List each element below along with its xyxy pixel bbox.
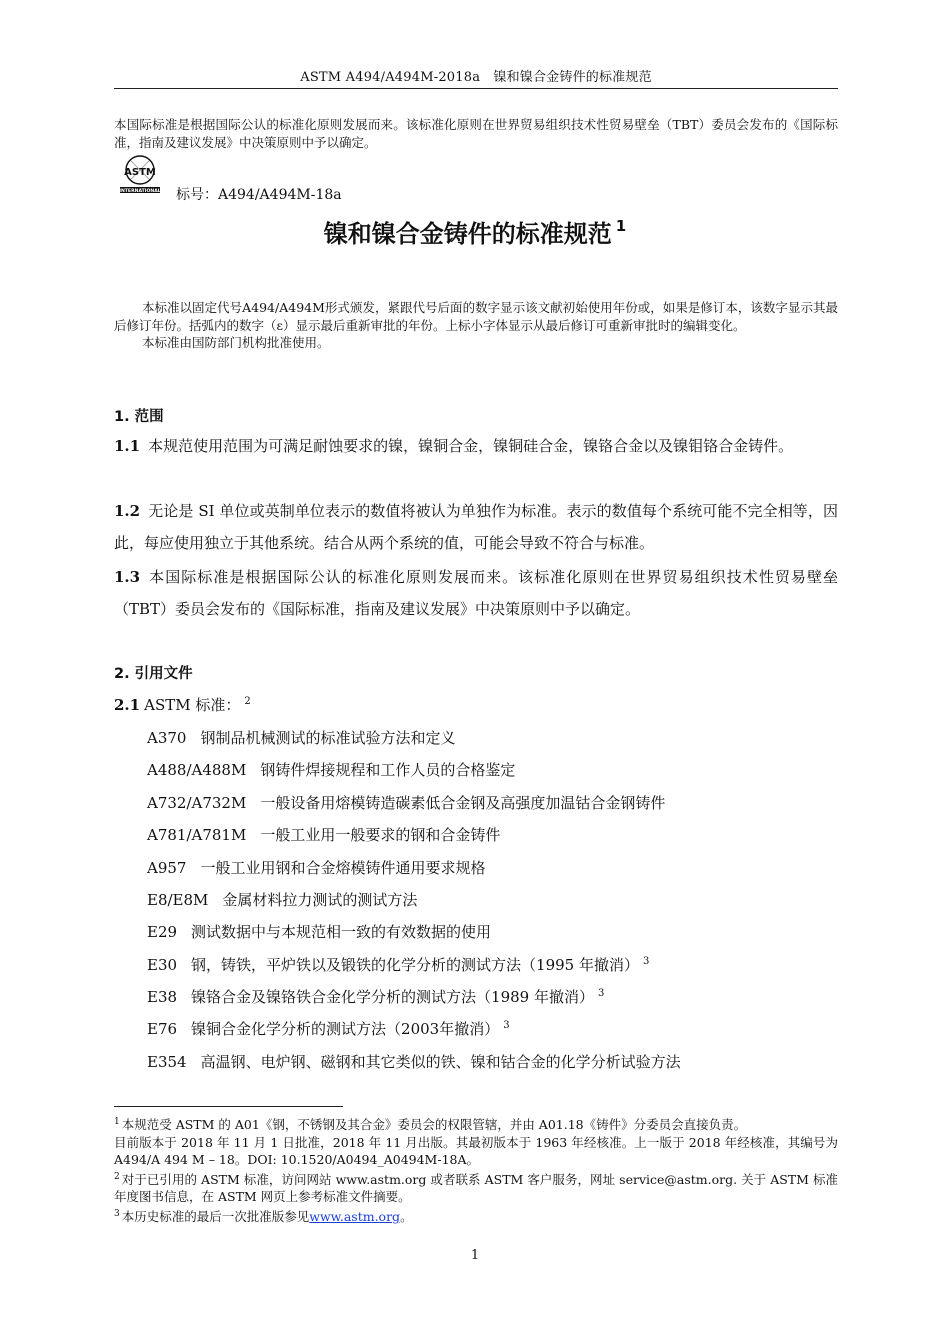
- clause-number: 1.1: [114, 437, 141, 455]
- reference-code: E38: [147, 988, 178, 1006]
- reference-code: E8/E8M: [147, 891, 209, 909]
- logo-text-international: INTERNATIONAL: [119, 189, 161, 194]
- footnote-mark: 3: [503, 1020, 510, 1031]
- reference-title: 测试数据中与本规范相一致的有效数据的使用: [191, 923, 492, 941]
- footnote-mark: 2: [114, 1171, 120, 1182]
- reference-title: 钢铸件焊接规程和工作人员的合格鉴定: [260, 761, 516, 779]
- footnote-end: 。: [400, 1208, 413, 1224]
- reference-code: A957: [147, 859, 187, 877]
- footnote-text: 对于已引用的 ASTM 标准，访问网站 www.astm.org 或者联系 ASTM 客户服务，网址 service@astm.org. 关于 ASTM 标准年度图书信息，在 ASTM 网页上参考标准文件摘要。: [114, 1171, 838, 1205]
- clause-text: 无论是 SI 单位或英制单位表示的数值将被认为单独作为标准。表示的数值每个系统可能不完全相等，因此，每应使用独立于其他系统。结合从两个系统的值，可能会导致不符合与标准。: [114, 502, 838, 552]
- footnote-2: [114, 1169, 838, 1206]
- footnote-mark: 3: [598, 988, 605, 999]
- reference-title: 钢制品机械测试的标准试验方法和定义: [200, 729, 456, 747]
- reference-title: 一般工业用钢和合金熔模铸件通用要求规格: [200, 859, 486, 877]
- reference-item: [147, 792, 665, 813]
- title-text: 镍和镍合金铸件的标准规范: [323, 220, 612, 248]
- preface-paragraph: 本标准由国防部门机构批准使用。: [142, 335, 330, 350]
- reference-code: E29: [147, 923, 178, 941]
- reference-code: E354: [147, 1053, 187, 1071]
- reference-code: E76: [147, 1020, 178, 1038]
- reference-item: [147, 727, 455, 748]
- clause-text: 本国际标准是根据国际公认的标准化原则发展而来。该标准化原则在世界贸易组织技术性贸易壁垒（TBT）委员会发布的《国际标准，指南及建议发展》中决策原则中予以确定。: [114, 568, 838, 618]
- footnote-1: [114, 1114, 838, 1134]
- reference-title: 钢，铸铁，平炉铁以及锻铁的化学分析的测试方法（1995 年撤消）: [191, 956, 639, 974]
- reference-item: [147, 986, 604, 1007]
- header-rule: [114, 88, 838, 89]
- reference-item: [147, 921, 491, 942]
- astm-international-logo-icon: [118, 154, 162, 196]
- clause-number: 1.2: [114, 502, 141, 520]
- preface-paragraph: 本标准以固定代号A494/A494M形式颁发，紧跟代号后面的数字显示该文献初始使用年份或，如果是修订本，该数字显示其最后修订年份。括弧内的数字（ε）显示最后重新审批的年份。上标小字体显示从最后修订可重新审批时的编辑变化。: [114, 300, 838, 333]
- reference-item: [147, 857, 485, 878]
- clause-text: 本规范使用范围为可满足耐蚀要求的镍，镍铜合金，镍铜硅合金，镍铬合金以及镍钼铬合金铸件。: [148, 437, 794, 455]
- reference-title: 金属材料拉力测试的测试方法: [222, 891, 418, 909]
- reference-item: [147, 954, 649, 975]
- footnote-1-continued: 目前版本于 2018 年 11 月 1 日批准，2018 年 11 月出版。其最初版本于 1963 年经核准。上一版于 2018 年经核准，其编号为 A494/A 494 M – 18。DOI: 10.1520/A0494_A0494M-18A。: [114, 1134, 838, 1168]
- reference-code: A781/A781M: [147, 826, 247, 844]
- footnote-mark: 2: [244, 696, 251, 707]
- section-heading-references: 2. 引用文件: [114, 666, 193, 682]
- reference-title: 镍铬合金及镍铬铁合金化学分析的测试方法（1989 年撤消）: [191, 988, 594, 1006]
- reference-item: [147, 759, 515, 780]
- footnote-mark: 1: [114, 1117, 120, 1127]
- running-header: ASTM A494/A494M-2018a 镍和镍合金铸件的标准规范: [300, 70, 652, 85]
- reference-title: 高温钢、电炉钢、磁钢和其它类似的铁、镍和钴合金的化学分析试验方法: [200, 1053, 681, 1071]
- reference-title: 一般设备用熔模铸造碳素低合金钢及高强度加温钴合金钢铸件: [260, 794, 666, 812]
- footnote-text: 本历史标准的最后一次批准版参见: [121, 1208, 310, 1224]
- reference-code: A732/A732M: [147, 794, 247, 812]
- footnote-rule: [114, 1106, 343, 1107]
- reference-item: [147, 889, 417, 910]
- reference-item: [147, 1018, 510, 1039]
- clause-1-1: [114, 430, 838, 462]
- footnotes: [114, 1114, 838, 1225]
- reference-item: [147, 824, 500, 845]
- clause-number: 2.1: [114, 696, 141, 714]
- intro-note: 本国际标准是根据国际公认的标准化原则发展而来。该标准化原则在世界贸易组织技术性贸易壁垒（TBT）委员会发布的《国际标准，指南及建议发展》中决策原则中予以确定。: [114, 117, 838, 150]
- title-footnote-mark: 1: [615, 217, 627, 235]
- reference-title: 一般工业用一般要求的钢和合金铸件: [260, 826, 501, 844]
- preface: [114, 299, 838, 352]
- footnote-mark: 3: [643, 956, 650, 967]
- reference-code: A488/A488M: [147, 761, 247, 779]
- astm-standards-label: [114, 694, 251, 715]
- document-title: [0, 214, 950, 249]
- astm-website-link[interactable]: www.astm.org: [309, 1208, 401, 1224]
- reference-code: E30: [147, 956, 178, 974]
- designation: 标号：A494/A494M-18a: [176, 187, 342, 203]
- reference-title: 镍铜合金化学分析的测试方法（2003年撤消）: [191, 1020, 500, 1038]
- clause-1-2: [114, 495, 838, 559]
- page-number: 1: [470, 1248, 480, 1263]
- footnote-text: 本规范受 ASTM 的 A01《钢，不锈钢及其合金》委员会的权限管辖，并由 A01.18《铸件》分委员会直接负责。: [121, 1117, 747, 1133]
- reference-item: [147, 1051, 681, 1072]
- footnote-mark: 3: [114, 1208, 120, 1219]
- clause-1-3: [114, 561, 838, 625]
- footnote-3: [114, 1206, 838, 1226]
- clause-number: 1.3: [114, 568, 141, 586]
- logo-text-astm: ASTM: [124, 167, 156, 178]
- label-text: ASTM 标准：: [144, 696, 241, 714]
- section-heading-scope: 1. 范围: [114, 409, 164, 425]
- reference-code: A370: [147, 729, 187, 747]
